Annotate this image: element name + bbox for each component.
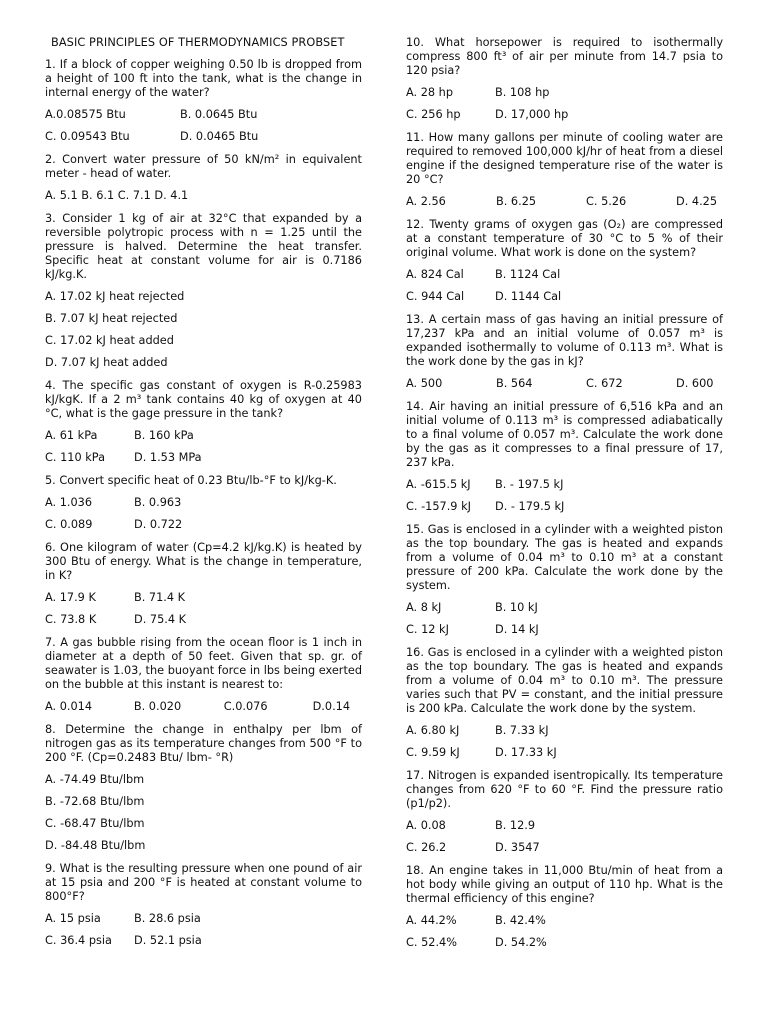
question-15 xyxy=(406,523,723,637)
question-1 xyxy=(45,58,362,144)
question-text: 2. Convert water pressure of 50 kN/m² in equivalent meter - head of water. xyxy=(45,153,362,180)
answer-choice: C. 944 Cal xyxy=(406,290,465,303)
answer-row xyxy=(406,746,723,760)
answer-choice: D. 0.722 xyxy=(134,518,183,531)
answer-choice: C. 73.8 K xyxy=(45,613,97,626)
answer-choice: A. 0.08 xyxy=(406,819,446,832)
answer-choice: C. 5.26 xyxy=(586,195,627,208)
answer-choice: B. -72.68 Btu/lbm xyxy=(45,795,145,808)
answer-row xyxy=(45,518,362,532)
question-13 xyxy=(406,313,723,391)
answer-choice: C. 17.02 kJ heat added xyxy=(45,334,174,347)
question-4 xyxy=(45,379,362,465)
answer-row xyxy=(406,601,723,615)
answer-choice: D.0.14 xyxy=(312,700,351,713)
answer-row xyxy=(406,819,723,833)
answer-choice: D. 52.1 psia xyxy=(134,934,202,947)
question-text: 8. Determine the change in enthalpy per lbm of nitrogen gas as its temperature changes from 500 °F to 200 °F. (Cp=0.2483 Btu/ lbm- °R) xyxy=(45,723,362,764)
answer-row xyxy=(45,839,362,853)
answer-row xyxy=(406,108,723,122)
answer-choice: D. -84.48 Btu/lbm xyxy=(45,839,146,852)
question-text: 12. Twenty grams of oxygen gas (O₂) are compressed at a constant temperature of 30 °C to 5 % of their original volume. What work is done on the system? xyxy=(406,218,723,259)
answer-choice: C. 52.4% xyxy=(406,936,457,949)
question-text: 4. The specific gas constant of oxygen is R-0.25983 kJ/kgK. If a 2 m³ tank contains 40 kg of oxygen at 40 °C, what is the gage pressure in the tank? xyxy=(45,379,362,420)
question-17 xyxy=(406,769,723,855)
question-text: 11. How many gallons per minute of cooling water are required to removed 100,000 kJ/hr of heat from a diesel engine if the designed temperature rise of the water is 20 °C? xyxy=(406,131,723,186)
answer-choice: C.0.076 xyxy=(223,700,268,713)
question-12 xyxy=(406,218,723,304)
question-text: 15. Gas is enclosed in a cylinder with a weighted piston as the top boundary. The gas is heated and expands from a volume of 0.04 m³ to 0.10 m³ at a constant pressure of 200 kPa. Calculate the work done by the system. xyxy=(406,523,723,592)
question-text: 6. One kilogram of water (Cp=4.2 kJ/kg.K) is heated by 300 Btu of energy. What is the change in temperature, in K? xyxy=(45,541,362,582)
question-9 xyxy=(45,862,362,948)
answer-choice: D. 17.33 kJ xyxy=(495,746,557,759)
answer-choice: A. 500 xyxy=(406,377,443,390)
answer-choice: B. 12.9 xyxy=(495,819,536,832)
answer-choice: A.0.08575 Btu xyxy=(45,108,126,121)
answer-choice: B. 28.6 psia xyxy=(134,912,201,925)
question-text: 13. A certain mass of gas having an initial pressure of 17,237 kPa and an initial volume of 0.057 m³ is expanded isothermally to volume of 0.113 m³. What is the work done by the gas in kJ? xyxy=(406,313,723,368)
answer-choice: C. 0.089 xyxy=(45,518,93,531)
answer-choice: A. 0.014 xyxy=(45,700,93,713)
answer-choice: B. 0.963 xyxy=(134,496,182,509)
answer-row xyxy=(45,429,362,443)
answer-choice: A. -74.49 Btu/lbm xyxy=(45,773,145,786)
answer-choice: B. 108 hp xyxy=(495,86,550,99)
answer-choice: B. 10 kJ xyxy=(495,601,538,614)
answer-row xyxy=(406,377,723,391)
answer-choice: C. 9.59 kJ xyxy=(406,746,460,759)
answer-choice: B. 7.33 kJ xyxy=(495,724,549,737)
question-text: 1. If a block of copper weighing 0.50 lb is dropped from a height of 100 ft into the tank, what is the change in internal energy of the water? xyxy=(45,58,362,99)
page-title: BASIC PRINCIPLES OF THERMODYNAMICS PROBSET xyxy=(51,36,345,49)
question-text: 17. Nitrogen is expanded isentropically. Its temperature changes from 620 °F to 60 °F. Find the pressure ratio (p1/p2). xyxy=(406,769,723,810)
answer-row xyxy=(45,795,362,809)
answer-choice: C. -157.9 kJ xyxy=(406,500,471,513)
question-6 xyxy=(45,541,362,627)
answer-choice: B. - 197.5 kJ xyxy=(495,478,564,491)
question-11 xyxy=(406,131,723,209)
question-text: 5. Convert specific heat of 0.23 Btu/lb-°F to kJ/kg-K. xyxy=(45,474,337,487)
answer-row xyxy=(45,613,362,627)
answer-choice: A. 1.036 xyxy=(45,496,93,509)
answer-choice: B. 7.07 kJ heat rejected xyxy=(45,312,178,325)
answer-choice: C. 26.2 xyxy=(406,841,447,854)
question-text: 9. What is the resulting pressure when one pound of air at 15 psia and 200 °F is heated at constant volume to 800°F? xyxy=(45,862,362,903)
answer-row xyxy=(406,841,723,855)
answer-choice: A. 8 kJ xyxy=(406,601,442,614)
answer-choice: A. 824 Cal xyxy=(406,268,464,281)
answer-row xyxy=(406,86,723,100)
left-column xyxy=(45,36,362,957)
question-10 xyxy=(406,36,723,122)
answer-choice: C. 12 kJ xyxy=(406,623,449,636)
answer-row xyxy=(406,724,723,738)
answer-row xyxy=(45,817,362,831)
answer-choice: A. 15 psia xyxy=(45,912,101,925)
answer-row xyxy=(45,334,362,348)
question-text: 10. What horsepower is required to isothermally compress 800 ft³ of air per minute from 14.7 psia to 120 psia? xyxy=(406,36,723,77)
answer-choice: A. 44.2% xyxy=(406,914,457,927)
answer-choice: A. 61 kPa xyxy=(45,429,98,442)
answer-row xyxy=(45,934,362,948)
answer-choice: D. - 179.5 kJ xyxy=(495,500,565,513)
answer-row xyxy=(45,591,362,605)
right-column xyxy=(406,36,723,959)
answer-row xyxy=(45,451,362,465)
answer-row xyxy=(406,623,723,637)
answer-row xyxy=(406,500,723,514)
answer-row xyxy=(45,356,362,370)
answer-choice: A. 17.02 kJ heat rejected xyxy=(45,290,185,303)
answer-choice: D. 54.2% xyxy=(495,936,547,949)
answer-choice: C. 36.4 psia xyxy=(45,934,112,947)
answer-row xyxy=(45,130,362,144)
right-question-list xyxy=(406,36,723,950)
answer-choice: A. 5.1 B. 6.1 C. 7.1 D. 4.1 xyxy=(45,189,189,202)
answer-choice: D. 1.53 MPa xyxy=(134,451,202,464)
question-16 xyxy=(406,646,723,760)
question-text: 14. Air having an initial pressure of 6,516 kPa and an initial volume of 0.113 m³ is compressed adiabatically to a final volume of 0.057 m³. Calculate the work done by the gas as it compresses to a final pressure of 17, 237 kPa. xyxy=(406,400,723,469)
answer-choice: B. 42.4% xyxy=(495,914,546,927)
answer-choice: B. 0.0645 Btu xyxy=(180,108,258,121)
answer-choice: B. 564 xyxy=(496,377,533,390)
answer-choice: B. 6.25 xyxy=(496,195,537,208)
question-18 xyxy=(406,864,723,950)
answer-choice: A. 6.80 kJ xyxy=(406,724,460,737)
answer-choice: B. 71.4 K xyxy=(134,591,186,604)
answer-row xyxy=(406,936,723,950)
answer-choice: C. 0.09543 Btu xyxy=(45,130,130,143)
answer-row xyxy=(45,912,362,926)
question-3 xyxy=(45,212,362,370)
question-text: 7. A gas bubble rising from the ocean floor is 1 inch in diameter at a depth of 50 feet. Given that sp. gr. of seawater is 1.03, the buoyant force in lbs being exerted on the bubble at this instant is nearest to: xyxy=(45,636,362,691)
answer-choice: B. 1124 Cal xyxy=(495,268,561,281)
answer-choice: C. -68.47 Btu/lbm xyxy=(45,817,145,830)
answer-choice: D. 3547 xyxy=(495,841,540,854)
answer-choice: B. 0.020 xyxy=(133,700,182,713)
answer-row xyxy=(406,914,723,928)
answer-choice: A. 2.56 xyxy=(406,195,446,208)
answer-choice: D. 7.07 kJ heat added xyxy=(45,356,168,369)
answer-choice: D. 600 xyxy=(676,377,714,390)
answer-row xyxy=(45,773,362,787)
answer-row xyxy=(45,189,362,203)
question-text: 16. Gas is enclosed in a cylinder with a weighted piston as the top boundary. The gas is heated and expands from a volume of 0.04 m³ to 0.10 m³. The pressure varies such that PV = constant, and the initial pressure is 200 kPa. Calculate the work done by the system. xyxy=(406,646,723,715)
answer-choice: C. 672 xyxy=(586,377,623,390)
answer-row xyxy=(45,290,362,304)
answer-row xyxy=(406,290,723,304)
answer-choice: A. 17.9 K xyxy=(45,591,96,604)
left-question-list xyxy=(45,58,362,948)
answer-choice: A. 28 hp xyxy=(406,86,454,99)
answer-row xyxy=(406,195,723,209)
question-text: 3. Consider 1 kg of air at 32°C that expanded by a reversible polytropic process with n = 1.25 until the pressure is halved. Determine the heat transfer. Specific heat at constant volume for air is 0.7186 kJ/kg.K. xyxy=(45,212,362,281)
answer-choice: D. 1144 Cal xyxy=(495,290,562,303)
question-7 xyxy=(45,636,362,714)
question-text: 18. An engine takes in 11,000 Btu/min of heat from a hot body while giving an output of 110 hp. What is the thermal efficiency of this engine? xyxy=(406,864,723,905)
answer-choice: C. 256 hp xyxy=(406,108,461,121)
question-8 xyxy=(45,723,362,853)
answer-row xyxy=(45,700,362,714)
question-2 xyxy=(45,153,362,203)
answer-choice: D. 4.25 xyxy=(676,195,718,208)
answer-choice: D. 75.4 K xyxy=(134,613,187,626)
question-5 xyxy=(45,474,362,532)
answer-choice: B. 160 kPa xyxy=(134,429,194,442)
answer-row xyxy=(45,312,362,326)
answer-choice: A. -615.5 kJ xyxy=(406,478,471,491)
answer-choice: C. 110 kPa xyxy=(45,451,105,464)
answer-row xyxy=(406,478,723,492)
answer-choice: D. 14 kJ xyxy=(495,623,539,636)
answer-choice: D. 0.0465 Btu xyxy=(180,130,259,143)
answer-choice: D. 17,000 hp xyxy=(495,108,569,121)
answer-row xyxy=(406,268,723,282)
answer-row xyxy=(45,496,362,510)
question-14 xyxy=(406,400,723,514)
answer-row xyxy=(45,108,362,122)
